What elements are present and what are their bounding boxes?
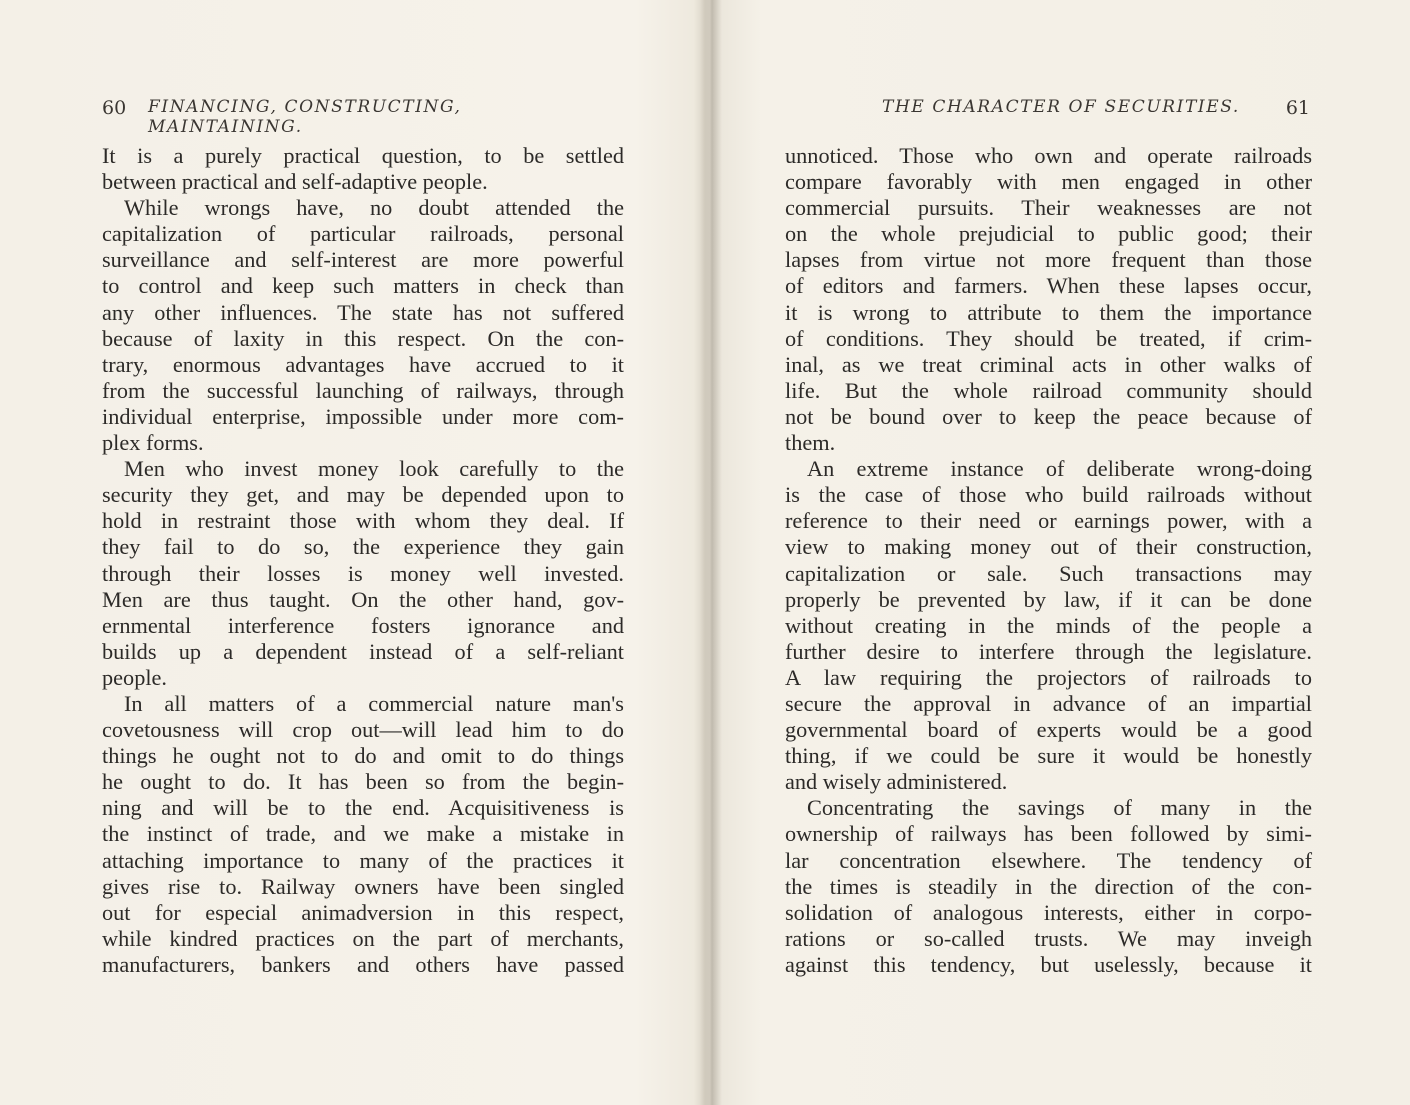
text-line: rations or so-called trusts. We may inveigh (785, 925, 1312, 951)
text-line: any other influences. The state has not suffered (102, 299, 624, 325)
text-line: Men who invest money look carefully to the (124, 456, 624, 482)
text-line: It is a purely practical question, to be settled (102, 143, 624, 168)
text-line: of conditions. They should be treated, if crim- (785, 325, 1312, 351)
left-running-head (102, 97, 622, 137)
text-line: attaching importance to many of the practices it (102, 847, 624, 873)
text-line: An extreme instance of deliberate wrong-doing (807, 456, 1312, 482)
text-line: manufacturers, bankers and others have passed (102, 951, 624, 977)
text-line: is the case of those who build railroads without (785, 482, 1312, 508)
text-line: further desire to interfere through the legislature. (785, 638, 1312, 664)
right-page (705, 0, 1410, 1105)
right-page-number: 61 (1285, 97, 1310, 119)
text-line: the times is steadily in the direction of the con- (785, 873, 1312, 899)
text-line: and wisely administered. (785, 769, 1008, 795)
text-line: it is wrong to attribute to them the importance (785, 299, 1312, 325)
text-line: security they get, and may be depended upon to (102, 482, 624, 508)
text-line: through their losses is money well invested. (102, 560, 624, 586)
text-line: compare favorably with men engaged in other (785, 169, 1312, 195)
text-line: covetousness will crop out—will lead him to do (102, 717, 624, 743)
text-line: plex forms. (102, 430, 204, 456)
text-line: out for especial animadversion in this respect, (102, 899, 624, 925)
text-line: hold in restraint those with whom they deal. If (102, 508, 624, 534)
text-line: solidation of analogous interests, either in corpo- (785, 899, 1312, 925)
text-line: because of laxity in this respect. On the con- (102, 325, 624, 351)
text-line: them. (785, 430, 836, 456)
text-line: life. But the whole railroad community should (785, 377, 1312, 403)
text-line: properly be prevented by law, if it can be done (785, 586, 1312, 612)
text-line: thing, if we could be sure it would be honestly (785, 743, 1312, 769)
text-line: to control and keep such matters in check than (102, 273, 624, 299)
text-line: of editors and farmers. When these lapses occur, (785, 273, 1312, 299)
text-line: unnoticed. Those who own and operate railroads (785, 143, 1312, 168)
text-line: they fail to do so, the experience they gain (102, 534, 624, 560)
text-line: secure the approval in advance of an impartial (785, 690, 1312, 716)
text-line: view to making money out of their construction, (785, 534, 1312, 560)
text-line: ernmental interference fosters ignorance and (102, 612, 624, 638)
text-line: not be bound over to keep the peace because of (785, 403, 1312, 429)
text-line: Concentrating the savings of many in the (807, 795, 1312, 821)
text-line: on the whole prejudicial to public good; their (785, 221, 1312, 247)
text-line: the instinct of trade, and we make a mistake in (102, 821, 624, 847)
left-page-number: 60 (102, 97, 127, 119)
text-line: ownership of railways has been followed by simi- (785, 821, 1312, 847)
text-line: while kindred practices on the part of merchants, (102, 925, 624, 951)
text-line: against this tendency, but uselessly, because it (785, 951, 1312, 977)
text-line: lar concentration elsewhere. The tendency of (785, 847, 1312, 873)
text-line: between practical and self-adaptive people. (102, 169, 488, 195)
text-line: While wrongs have, no doubt attended the (124, 195, 624, 221)
text-line: capitalization of particular railroads, personal (102, 221, 624, 247)
text-line: capitalization or sale. Such transactions may (785, 560, 1312, 586)
text-line: builds up a dependent instead of a self-reliant (102, 638, 624, 664)
text-line: he ought to do. It has been so from the begin- (102, 769, 624, 795)
text-line: things he ought not to do and omit to do things (102, 743, 624, 769)
text-line: people. (102, 664, 168, 690)
text-line: lapses from virtue not more frequent than those (785, 247, 1312, 273)
text-line: reference to their need or earnings power, with a (785, 508, 1312, 534)
text-line: from the successful launching of railways, through (102, 377, 624, 403)
right-running-title: THE CHARACTER OF SECURITIES. (882, 97, 1240, 117)
text-line: A law requiring the projectors of railroads to (785, 664, 1312, 690)
text-line: In all matters of a commercial nature man's (124, 690, 624, 716)
text-line: gives rise to. Railway owners have been singled (102, 873, 624, 899)
text-line: trary, enormous advantages have accrued to it (102, 351, 624, 377)
text-line: governmental board of experts would be a good (785, 717, 1312, 743)
text-line: Men are thus taught. On the other hand, gov- (102, 586, 624, 612)
text-line: commercial pursuits. Their weaknesses are not (785, 195, 1312, 221)
right-page-text (785, 143, 1312, 978)
text-line: individual enterprise, impossible under more com- (102, 403, 624, 429)
left-running-title: FINANCING, CONSTRUCTING, MAINTAINING. (148, 97, 462, 137)
left-page-text (102, 143, 624, 978)
right-running-head (785, 97, 1310, 123)
text-line: without creating in the minds of the people a (785, 612, 1312, 638)
text-line: inal, as we treat criminal acts in other walks of (785, 351, 1312, 377)
text-line: ning and will be to the end. Acquisitiveness is (102, 795, 624, 821)
text-line: surveillance and self-interest are more powerful (102, 247, 624, 273)
